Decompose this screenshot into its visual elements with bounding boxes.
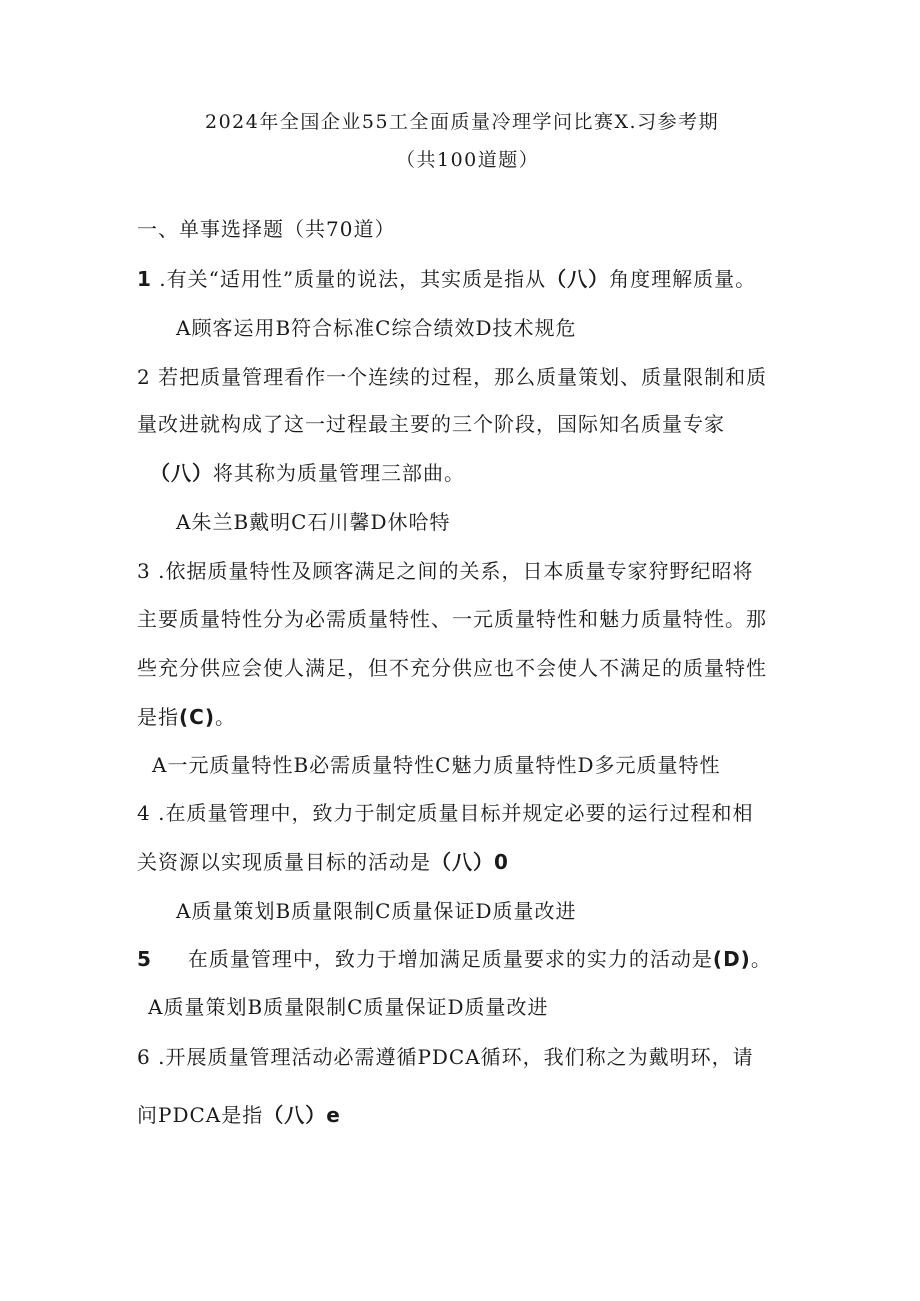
question-4-line2-text: 关资源以实现质量目标的活动是 bbox=[137, 850, 431, 874]
question-5-answer: (D) bbox=[712, 947, 751, 971]
question-5-number: 5 bbox=[137, 947, 152, 971]
question-1-options: A顾客运用B符合标准C综合绩效D技术规危 bbox=[176, 316, 577, 340]
question-3-line2: 主要质量特性分为必需质量特性、一元质量特性和魅力质量特性。那 bbox=[137, 607, 767, 631]
question-1-text-end: 角度理解质量。 bbox=[609, 267, 757, 291]
question-3-line1: 3 .依据质量特性及顾客满足之间的关系，日本质量专家狩野纪昭将 bbox=[137, 559, 754, 583]
section-heading: 一、单事选择题（共70道） bbox=[137, 217, 396, 241]
question-5-options: A质量策划B质量限制C质量保证D质量改进 bbox=[148, 995, 549, 1019]
question-3-line4-end: 。 bbox=[214, 705, 236, 729]
question-4-line2 bbox=[137, 848, 509, 876]
question-4-line1: 4 .在质量管理中，致力于制定质量目标并规定必要的运行过程和相 bbox=[137, 801, 754, 825]
question-5 bbox=[137, 945, 772, 973]
question-6-line1: 6 .开展质量管理活动必需遵循PDCA循环，我们称之为戴明环，请 bbox=[137, 1045, 754, 1069]
question-4-answer: （八） bbox=[431, 850, 494, 874]
question-2-line2: 量改进就构成了这一过程最主要的三个阶段，国际知名质量专家 bbox=[137, 412, 725, 436]
document-title-line1: 2024年全国企业55工全面质量冷理学问比赛X.习参考期 bbox=[205, 111, 720, 133]
question-1-answer: （八） bbox=[546, 267, 610, 291]
question-2-line3 bbox=[150, 459, 465, 487]
question-4-options: A质量策划B质量限制C质量保证D质量改进 bbox=[176, 899, 577, 923]
question-2-answer: （八） bbox=[150, 461, 213, 485]
question-6-line2-end: e bbox=[326, 1103, 341, 1127]
question-6-line2 bbox=[137, 1101, 341, 1129]
question-3-line4-text: 是指 bbox=[137, 705, 179, 729]
question-6-answer: （八） bbox=[263, 1103, 327, 1127]
question-6-line2-text: 问PDCA是指 bbox=[137, 1103, 264, 1127]
question-2-line1: 2 若把质量管理看作一个连续的过程，那么质量策划、质量限制和质 bbox=[137, 365, 768, 389]
question-1-text: .有关“适用性”质量的说法，其实质是指从 bbox=[151, 267, 547, 291]
question-5-text: 在质量管理中，致力于增加满足质量要求的实力的活动是 bbox=[187, 947, 713, 971]
question-1 bbox=[137, 265, 756, 293]
question-5-text-end: 。 bbox=[750, 947, 772, 971]
question-1-number: 1 bbox=[137, 267, 152, 291]
question-3-answer: (C) bbox=[179, 705, 215, 729]
question-4-line2-end: 0 bbox=[494, 850, 509, 874]
question-3-line3: 些充分供应会使人满足，但不充分供应也不会使人不满足的质量特性 bbox=[137, 656, 767, 680]
document-title-line2: （共100道题） bbox=[396, 149, 540, 171]
question-3-options: A一元质量特性B必需质量特性C魅力质量特性D多元质量特性 bbox=[152, 753, 721, 777]
question-2-options: A朱兰B戴明C石川馨D休哈特 bbox=[176, 510, 451, 534]
question-3-line4 bbox=[137, 703, 236, 731]
question-2-text-end: 将其称为质量管理三部曲。 bbox=[213, 461, 465, 485]
